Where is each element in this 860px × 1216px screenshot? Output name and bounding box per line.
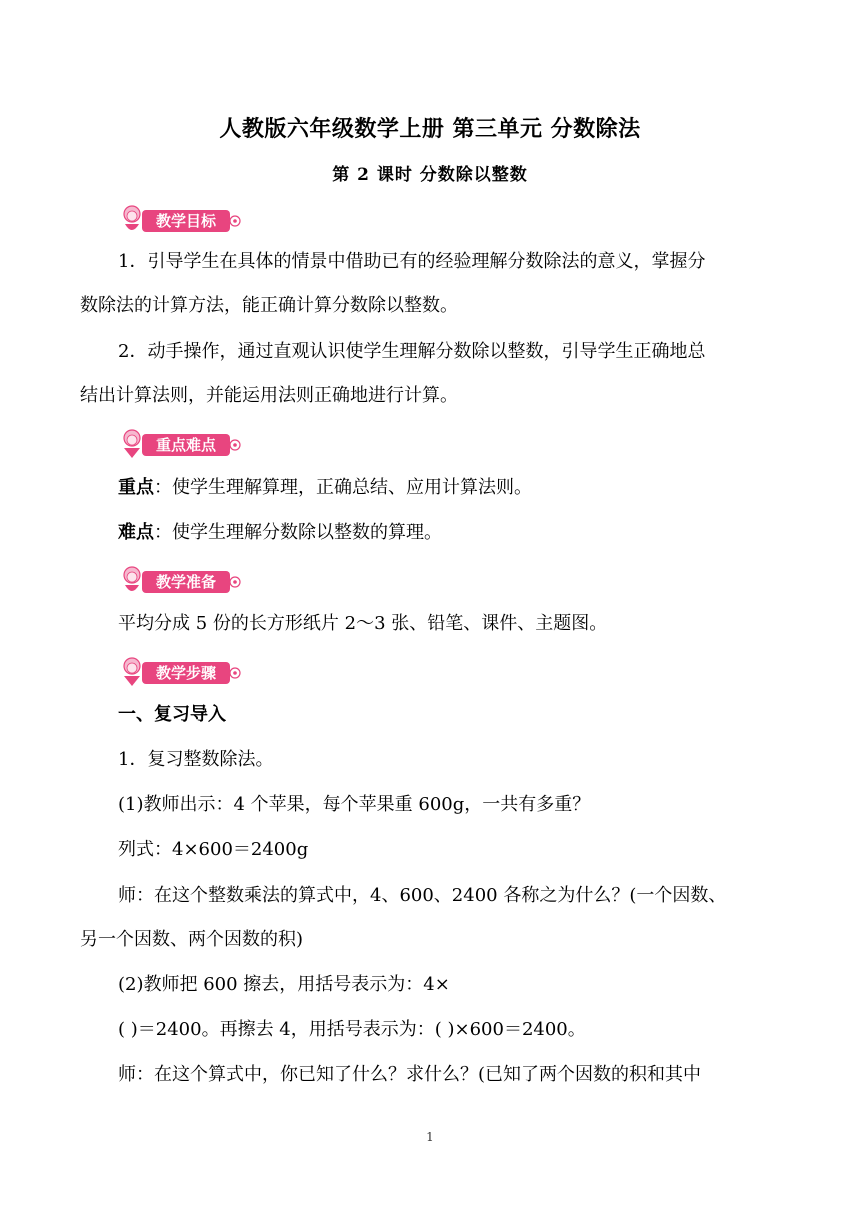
step-line-3: 列式：4×600＝2400g [118, 839, 309, 860]
girl-badge-icon [118, 426, 244, 460]
difficult-point-text: ：使学生理解分数除以整数的算理。 [154, 522, 442, 543]
badge-label: 教学目标 [155, 212, 217, 230]
step-line-8: 师：在这个算式中，你已知了什么？求什么？(已知了两个因数的积和其中 [118, 1064, 702, 1085]
goal-2-line-1: 2．动手操作，通过直观认识使学生理解分数除以整数，引导学生正确地总 [118, 341, 706, 362]
teaching-preparation-badge [118, 563, 244, 597]
badge-label: 重点难点 [155, 436, 217, 454]
goal-1-line-1: 1．引导学生在具体的情景中借助已有的经验理解分数除法的意义，掌握分 [118, 251, 706, 272]
step-line-6: (2)教师把 600 擦去，用括号表示为：4× [118, 974, 450, 995]
girl-badge-icon [118, 202, 244, 236]
difficult-point-label: 难点 [118, 522, 154, 543]
badge-label: 教学步骤 [155, 664, 217, 682]
difficult-point-line [118, 521, 442, 545]
preparation-text: 平均分成 5 份的长方形纸片 2～3 张、铅笔、课件、主题图。 [118, 613, 608, 634]
step-line-2: (1)教师出示：4 个苹果，每个苹果重 600g，一共有多重？ [118, 794, 591, 815]
goal-2-line-2: 结出计算法则，并能运用法则正确地进行计算。 [80, 385, 458, 406]
lesson-subtitle: 第 2 课时 分数除以整数 [332, 165, 528, 185]
page-number: 1 [426, 1130, 434, 1144]
key-point-text: ：使学生理解算理，正确总结、应用计算法则。 [154, 477, 532, 498]
step-line-7: ( )＝2400。再擦去 4，用括号表示为：( )×600＝2400。 [118, 1019, 586, 1040]
girl-badge-icon [118, 654, 244, 688]
step-line-4: 师：在这个整数乘法的算式中，4、600、2400 各称之为什么？(一个因数、 [118, 885, 727, 906]
badge-label: 教学准备 [155, 573, 217, 591]
teaching-goals-badge [118, 202, 244, 236]
key-point-label: 重点 [118, 477, 154, 498]
step-line-5: 另一个因数、两个因数的积) [80, 929, 304, 950]
key-point-line [118, 476, 532, 500]
section-1-heading: 一、复习导入 [118, 704, 226, 725]
step-line-1: 1．复习整数除法。 [118, 749, 274, 770]
teaching-steps-badge [118, 654, 244, 688]
document-title: 人教版六年级数学上册 第三单元 分数除法 [219, 116, 641, 142]
key-points-badge [118, 426, 244, 460]
goal-1-line-2: 数除法的计算方法，能正确计算分数除以整数。 [80, 295, 458, 316]
girl-badge-icon [118, 563, 244, 597]
